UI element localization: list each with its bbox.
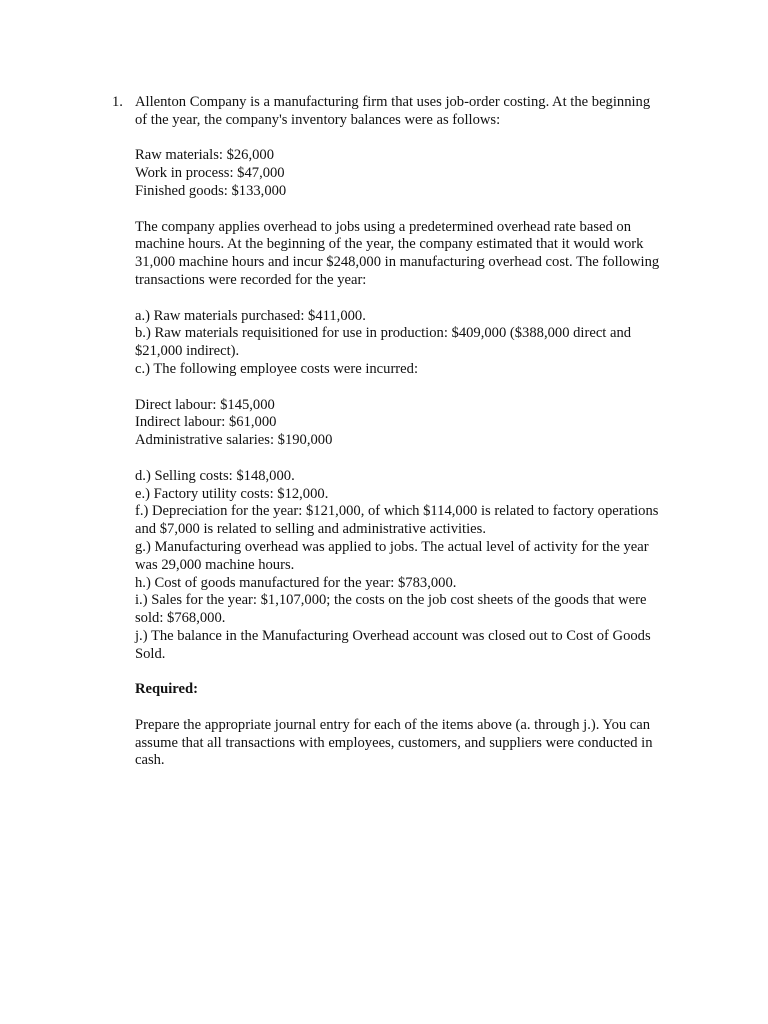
paragraph-gap [135,290,683,308]
paragraph-gap [135,201,683,219]
required-line: Prepare the appropriate journal entry for each of the items above (a. through j.). You can [135,716,651,733]
balance-work-in-process: Work in process: $47,000 [135,165,285,182]
paragraph-gap [135,664,683,682]
overhead-line: The company applies overhead to jobs using a predetermined overhead rate based on [135,218,632,235]
transaction-line: a.) Raw materials purchased: $411,000. [135,307,366,324]
overhead-line: machine hours. At the beginning of the year, the company estimated that it would work [135,236,644,253]
paragraph-gap [135,699,683,717]
transaction-line: c.) The following employee costs were incurred: [135,360,418,377]
question-content [135,94,683,770]
required-line: cash. [135,752,165,769]
transaction-line: was 29,000 machine hours. [135,556,295,573]
transaction-line: sold: $768,000. [135,610,226,627]
intro-line: of the year, the company's inventory balances were as follows: [135,111,501,128]
balance-raw-materials: Raw materials: $26,000 [135,147,275,164]
transaction-line: e.) Factory utility costs: $12,000. [135,485,329,502]
balance-finished-goods: Finished goods: $133,000 [135,182,287,199]
transaction-line: i.) Sales for the year: $1,107,000; the costs on the job cost sheets of the goods that were [135,592,647,609]
transaction-line: f.) Depreciation for the year: $121,000, of which $114,000 is related to factory operations [135,503,659,520]
required-line: assume that all transactions with employees, customers, and suppliers were conducted in [135,734,653,751]
question-number: 1. [112,94,123,110]
transaction-line: Sold. [135,645,166,662]
transaction-line: g.) Manufacturing overhead was applied to jobs. The actual level of activity for the year [135,538,649,555]
transaction-line: d.) Selling costs: $148,000. [135,467,295,484]
paragraph-gap [135,450,683,468]
transaction-line: $21,000 indirect). [135,343,240,360]
transaction-line: h.) Cost of goods manufactured for the year: $783,000. [135,574,457,591]
transaction-line: b.) Raw materials requisitioned for use in production: $409,000 ($388,000 direct and [135,325,632,342]
transaction-line: and $7,000 is related to selling and administrative activities. [135,521,486,538]
transaction-line: j.) The balance in the Manufacturing Overhead account was closed out to Cost of Goods [135,627,651,644]
overhead-line: 31,000 machine hours and incur $248,000 in manufacturing overhead cost. The following [135,254,660,271]
employee-cost-indirect-labour: Indirect labour: $61,000 [135,414,277,431]
paragraph-gap [135,130,683,148]
employee-cost-admin-salaries: Administrative salaries: $190,000 [135,432,333,449]
required-heading: Required: [135,681,198,698]
paragraph-gap [135,379,683,397]
overhead-line: transactions were recorded for the year: [135,271,367,288]
intro-line: Allenton Company is a manufacturing firm that uses job-order costing. At the beginning [135,94,651,110]
employee-cost-direct-labour: Direct labour: $145,000 [135,396,275,413]
